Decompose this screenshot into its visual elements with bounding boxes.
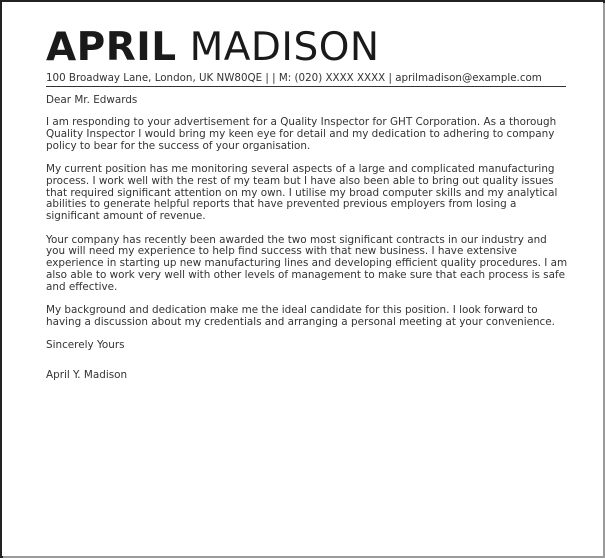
paragraph-1: I am responding to your advertisement for a Quality Inspector for GHT Corporation. As a thorough Quality Inspector I would bring my keen eye for detail and my dedication to adhering to company policy to bear for the success of your organisation. bbox=[46, 115, 557, 152]
signature: April Y. Madison bbox=[46, 369, 128, 382]
last-name: MADISON bbox=[189, 25, 380, 70]
header-divider bbox=[46, 86, 566, 87]
paragraph-2: My current position has me monitoring several aspects of a large and complicated manufacturing process. I work well with the rest of my team but I have also been able to bring out quality issues that required significant attention on my own. I utilise my broad computer skills and my analytical abilities to generate helpful reports that have prevented previous employers from losing a significant amount of revenue. bbox=[46, 162, 558, 223]
applicant-name bbox=[46, 25, 380, 70]
contact-line: 100 Broadway Lane, London, UK NW80QE | | M: (020) XXXX XXXX | aprilmadison@example.com bbox=[46, 72, 542, 84]
letter-body bbox=[46, 95, 569, 394]
paragraph-3: Your company has recently been awarded the two most significant contracts in our industry and you will need my experience to help find success with that new business. I have extensive experience in starting up new manufacturing lines and developing efficient quality procedures. I am also able to work very well with other levels of management to make sure that each process is safe and effective. bbox=[46, 233, 568, 293]
closing: Sincerely Yours bbox=[46, 339, 125, 352]
first-name: APRIL bbox=[46, 25, 177, 70]
paragraph-4: My background and dedication make me the ideal candidate for this position. I look forward to having a discussion about my credentials and arranging a personal meeting at your convenience. bbox=[46, 304, 555, 328]
salutation: Dear Mr. Edwards bbox=[46, 94, 138, 106]
